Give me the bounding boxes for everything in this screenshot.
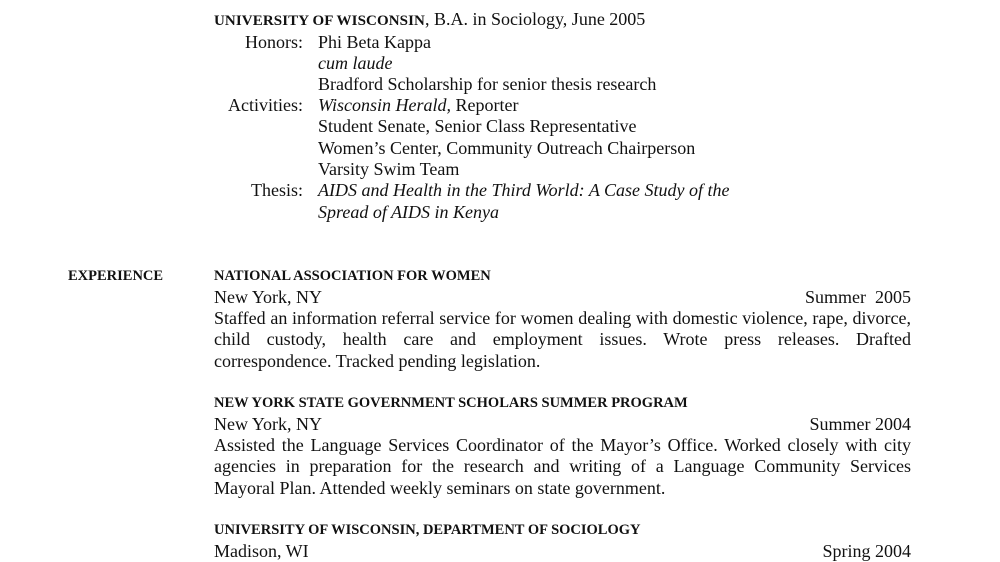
activities-item: Student Senate, Senior Class Representative bbox=[318, 116, 637, 136]
education-entry bbox=[214, 9, 645, 32]
experience-heading: EXPERIENCE bbox=[68, 268, 164, 284]
job-date: Summer 2004 bbox=[809, 414, 911, 434]
job-meta bbox=[214, 414, 911, 435]
job-title: NEW YORK STATE GOVERNMENT SCHOLARS SUMMER PROGRAM bbox=[214, 395, 688, 411]
job-location: New York, NY bbox=[214, 287, 323, 307]
job-date: Spring 2004 bbox=[822, 541, 911, 561]
job-entry bbox=[214, 266, 911, 372]
thesis-title-line: AIDS and Health in the Third World: A Case Study of the bbox=[318, 180, 730, 200]
activities-item bbox=[318, 95, 518, 116]
job-description: Assisted the Language Services Coordinator of the Mayor’s Office. Worked closely with city agencies in preparation for the research and writing of a Language Community Services Mayoral Plan. Attended weekly seminars on state government. bbox=[214, 435, 911, 498]
job-entry bbox=[214, 520, 911, 562]
job-date: Summer 2005 bbox=[805, 287, 911, 307]
job-location: Madison, WI bbox=[214, 541, 309, 561]
job-description: Staffed an information referral service for women dealing with domestic violence, rape, divorce, child custody, health care and employment issues. Wrote press releases. Drafted correspondence. Tracked pending legislation. bbox=[214, 308, 911, 371]
job-entry bbox=[214, 393, 911, 499]
activities-publication: Wisconsin Herald, bbox=[318, 95, 451, 115]
honors-item: cum laude bbox=[318, 53, 393, 73]
job-location: New York, NY bbox=[214, 414, 323, 434]
job-title: NATIONAL ASSOCIATION FOR WOMEN bbox=[214, 268, 491, 284]
job-meta bbox=[214, 287, 911, 308]
activities-item: Women’s Center, Community Outreach Chairperson bbox=[318, 138, 696, 158]
honors-item: Phi Beta Kappa bbox=[318, 32, 431, 52]
education-school: UNIVERSITY OF WISCONSIN bbox=[214, 13, 425, 29]
activities-item: Varsity Swim Team bbox=[318, 159, 460, 179]
thesis-label: Thesis: bbox=[251, 180, 303, 200]
thesis-title-line: Spread of AIDS in Kenya bbox=[318, 202, 499, 222]
education-degree: , B.A. in Sociology, June 2005 bbox=[424, 9, 646, 29]
activities-label: Activities: bbox=[228, 95, 303, 115]
honors-label: Honors: bbox=[245, 32, 303, 52]
job-meta bbox=[214, 541, 911, 562]
job-title: UNIVERSITY OF WISCONSIN, DEPARTMENT OF SOCIOLOGY bbox=[214, 522, 641, 538]
honors-item: Bradford Scholarship for senior thesis research bbox=[318, 74, 657, 94]
activities-role: Reporter bbox=[451, 95, 519, 115]
